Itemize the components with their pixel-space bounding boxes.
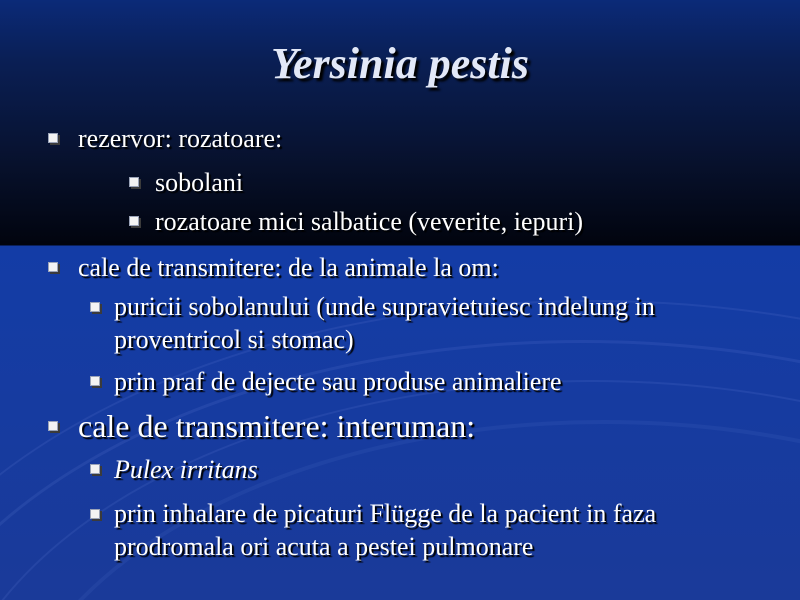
bullet-text: rezervor: rozatoare: [78,124,283,153]
bullet-item [78,124,282,154]
bullet-item [155,207,583,237]
square-bullet-icon [90,464,100,474]
square-bullet-icon [48,262,58,272]
bullet-item [114,455,258,485]
square-bullet-icon [48,421,58,431]
bullet-text: prin praf de dejecte sau produse animaliere [114,367,562,396]
square-bullet-icon [48,133,58,143]
square-bullet-icon [90,376,100,386]
bullet-item [114,367,562,397]
bullet-item [114,290,774,356]
square-bullet-icon [129,216,139,226]
bullet-item [114,497,774,563]
square-bullet-icon [129,177,139,187]
bullet-text: cale de transmitere: interuman: [78,408,476,444]
bullet-item [78,408,475,445]
square-bullet-icon [90,302,100,312]
bullet-text: Pulex irritans [114,455,258,484]
square-bullet-icon [90,509,100,519]
bullet-item [155,168,243,198]
bullet-text: cale de transmitere: de la animale la om: [78,253,499,282]
bullet-text: prin inhalare de picaturi Flügge de la pacient in faza prodromala ori acuta a pestei pulmonare [114,499,657,561]
bullet-text: sobolani [155,168,244,197]
bullet-item [78,253,499,283]
bullet-text: rozatoare mici salbatice (veverite, iepuri) [155,207,584,236]
bullet-text: puricii sobolanului (unde supravietuiesc indelung in proventricol si stomac) [114,292,655,354]
slide-title: Yersinia pestis [271,39,529,88]
